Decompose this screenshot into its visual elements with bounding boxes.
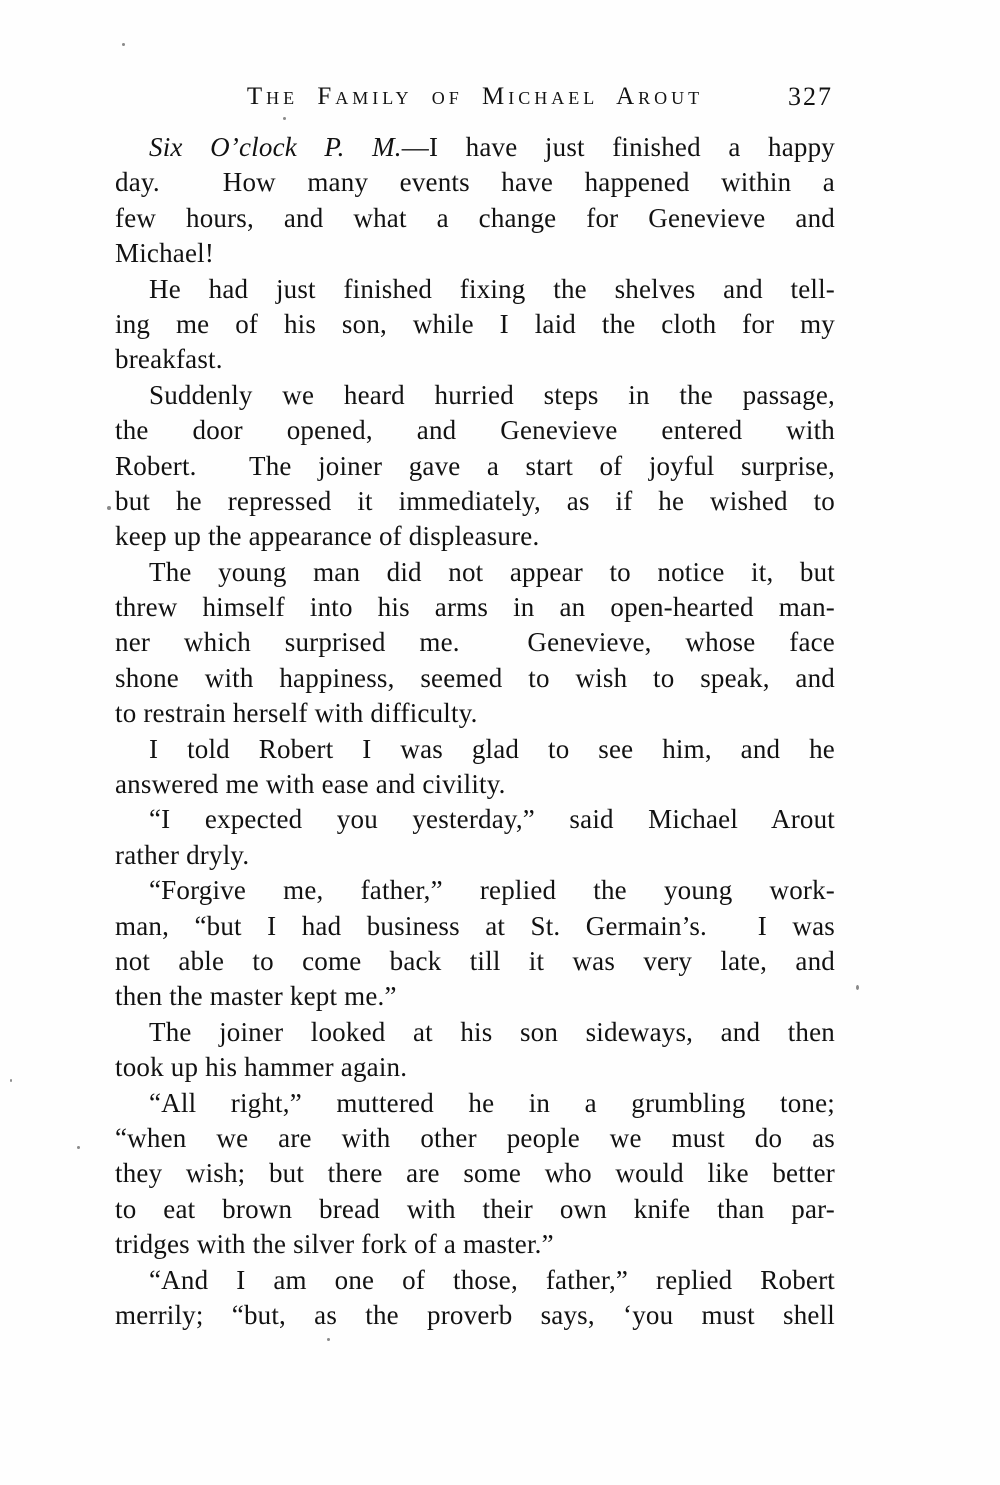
text-line: to eat brown bread with their own knife than par- — [115, 1193, 835, 1224]
text-line: Six O’clock P. M.—I have just finished a happy — [149, 132, 835, 162]
paragraph — [115, 555, 835, 732]
text-line: took up his hammer again. — [115, 1052, 408, 1083]
text-line: merrily; “but, as the proverb says, ‘you must shell — [115, 1299, 835, 1330]
text-line: tridges with the silver fork of a master.” — [115, 1229, 554, 1260]
scan-speckle — [10, 1079, 12, 1082]
page-number: 327 — [788, 82, 833, 111]
paragraph — [115, 1015, 835, 1086]
scan-speckle — [856, 985, 859, 990]
paragraph — [115, 802, 835, 873]
text-line: ner which surprised me. Genevieve, whose face — [115, 627, 835, 658]
text-line: man, “but I had business at St. Germain’s. I was — [115, 910, 835, 941]
italic-lead: Six O’clock P. M. — [149, 132, 402, 162]
text-line: threw himself into his arms in an open-hearted man- — [115, 592, 835, 623]
text-line: breakfast. — [115, 344, 223, 375]
text-line: to restrain herself with difficulty. — [115, 698, 478, 729]
scan-speckle — [283, 117, 286, 120]
paragraph — [115, 732, 835, 803]
running-title: The Family of Michael Arout — [246, 83, 704, 110]
text-line: shone with happiness, seemed to wish to speak, and — [115, 662, 835, 693]
text-line: then the master kept me.” — [115, 981, 397, 1012]
text-line: the door opened, and Genevieve entered with — [115, 415, 835, 446]
page-body — [115, 130, 835, 1333]
text-line: they wish; but there are some who would like better — [115, 1158, 835, 1189]
text-line: “Forgive me, father,” replied the young work- — [149, 875, 835, 906]
paragraph — [115, 1086, 835, 1263]
text-line: not able to come back till it was very late, and — [115, 945, 835, 976]
text-line: “when we are with other people we must do as — [115, 1122, 835, 1153]
text-line: day. How many events have happened within a — [115, 167, 835, 198]
text-line: few hours, and what a change for Genevieve and — [115, 202, 835, 233]
page-header — [115, 80, 835, 114]
text-line: ing me of his son, while I laid the cloth for my — [115, 308, 835, 339]
scan-speckle — [107, 506, 111, 510]
text-line: I told Robert I was glad to see him, and he — [149, 733, 835, 764]
text-line: Suddenly we heard hurried steps in the passage, — [149, 379, 835, 410]
text-line: “All right,” muttered he in a grumbling tone; — [149, 1087, 835, 1118]
text-line: answered me with ease and civility. — [115, 769, 506, 800]
scan-speckle — [122, 43, 125, 46]
scan-speckle — [327, 1338, 330, 1341]
text-line: Michael! — [115, 238, 215, 269]
text-line: He had just finished fixing the shelves and tell- — [149, 273, 835, 304]
text-line: Robert. The joiner gave a start of joyful surprise, — [115, 450, 835, 481]
paragraph — [115, 272, 835, 378]
text-line: “I expected you yesterday,” said Michael Arout — [149, 804, 835, 835]
text-line: The joiner looked at his son sideways, and then — [149, 1016, 835, 1047]
paragraph — [115, 378, 835, 555]
text-line: but he repressed it immediately, as if he wished to — [115, 485, 835, 516]
text-line: rather dryly. — [115, 839, 250, 870]
paragraph — [115, 873, 835, 1015]
text-line: The young man did not appear to notice it, but — [149, 556, 835, 587]
text-line: “And I am one of those, father,” replied Robert — [149, 1264, 835, 1295]
scan-speckle — [77, 1146, 80, 1149]
paragraph — [115, 130, 835, 272]
paragraph — [115, 1263, 835, 1334]
text-line: keep up the appearance of displeasure. — [115, 521, 540, 552]
